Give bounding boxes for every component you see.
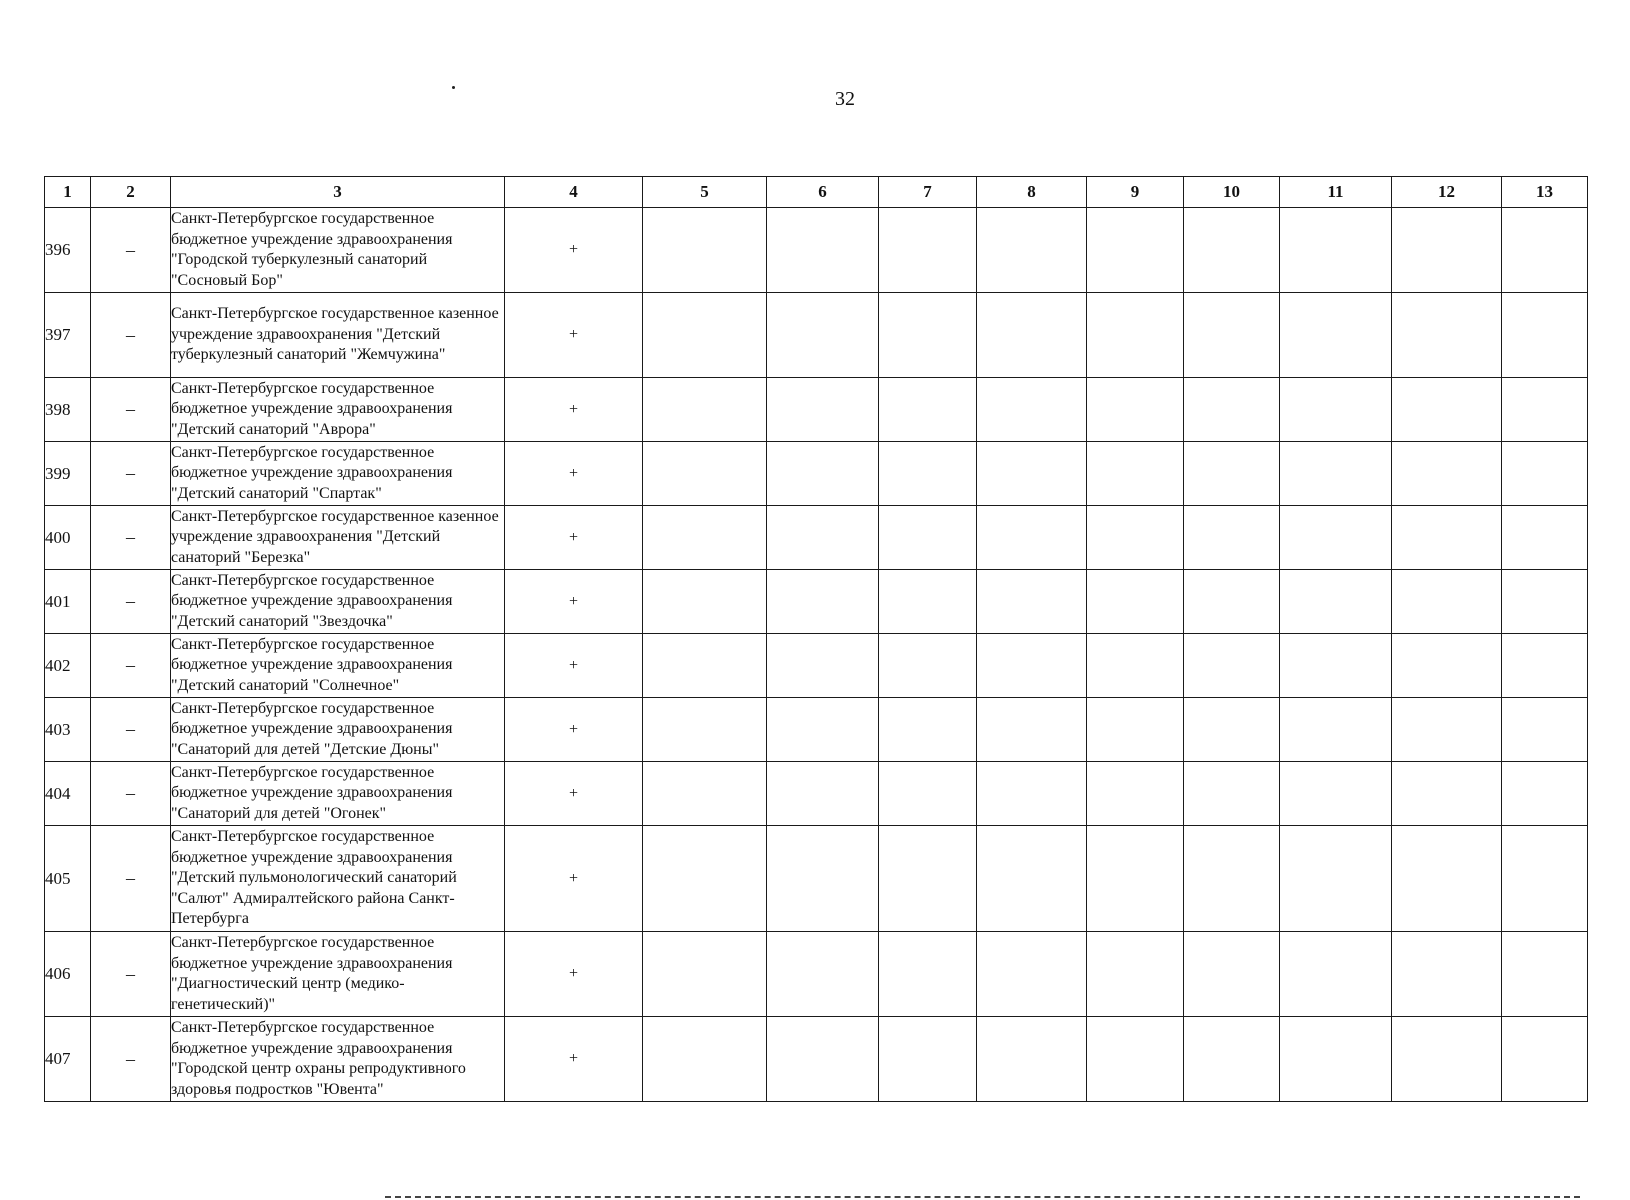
institution-name: Санкт-Петербургское государственное казенное учреждение здравоохранения "Детский туберкулезный санаторий "Жемчужина": [171, 293, 505, 378]
row-number: 397: [45, 293, 91, 378]
table-row: [45, 1017, 1588, 1102]
empty-cell-col-10: [1184, 378, 1280, 442]
empty-cell-col-13: [1502, 506, 1588, 570]
empty-cell-col-10: [1184, 442, 1280, 506]
empty-cell-col-11: [1280, 1017, 1392, 1102]
empty-cell-col-8: [977, 293, 1087, 378]
empty-cell-col-10: [1184, 1017, 1280, 1102]
row-mark: +: [505, 932, 643, 1017]
table-row: [45, 698, 1588, 762]
row-dash: –: [91, 208, 171, 293]
empty-cell-col-12: [1392, 293, 1502, 378]
empty-cell-col-12: [1392, 1017, 1502, 1102]
institution-name: Санкт-Петербургское государственное бюджетное учреждение здравоохранения "Детский санаторий "Солнечное": [171, 634, 505, 698]
column-header-4: 4: [505, 177, 643, 208]
column-header-7: 7: [879, 177, 977, 208]
row-number: 400: [45, 506, 91, 570]
empty-cell-col-10: [1184, 293, 1280, 378]
institution-name: Санкт-Петербургское государственное бюджетное учреждение здравоохранения "Детский санаторий "Аврора": [171, 378, 505, 442]
empty-cell-col-12: [1392, 378, 1502, 442]
table-row: [45, 442, 1588, 506]
empty-cell-col-8: [977, 1017, 1087, 1102]
row-dash: –: [91, 698, 171, 762]
empty-cell-col-12: [1392, 698, 1502, 762]
empty-cell-col-5: [643, 1017, 767, 1102]
row-dash: –: [91, 570, 171, 634]
institution-name: Санкт-Петербургское государственное бюджетное учреждение здравоохранения "Диагностический центр (медико-генетический)": [171, 932, 505, 1017]
empty-cell-col-11: [1280, 378, 1392, 442]
empty-cell-col-13: [1502, 932, 1588, 1017]
empty-cell-col-5: [643, 378, 767, 442]
empty-cell-col-7: [879, 932, 977, 1017]
row-number: 401: [45, 570, 91, 634]
column-header-6: 6: [767, 177, 879, 208]
scan-speck: [452, 86, 455, 89]
empty-cell-col-5: [643, 506, 767, 570]
column-header-8: 8: [977, 177, 1087, 208]
empty-cell-col-10: [1184, 634, 1280, 698]
empty-cell-col-8: [977, 442, 1087, 506]
empty-cell-col-9: [1087, 1017, 1184, 1102]
empty-cell-col-9: [1087, 570, 1184, 634]
row-mark: +: [505, 293, 643, 378]
empty-cell-col-12: [1392, 506, 1502, 570]
empty-cell-col-10: [1184, 570, 1280, 634]
empty-cell-col-10: [1184, 826, 1280, 932]
column-header-1: 1: [45, 177, 91, 208]
empty-cell-col-11: [1280, 698, 1392, 762]
row-number: 406: [45, 932, 91, 1017]
institution-name: Санкт-Петербургское государственное казенное учреждение здравоохранения "Детский санаторий "Березка": [171, 506, 505, 570]
institution-name: Санкт-Петербургское государственное бюджетное учреждение здравоохранения "Детский санаторий "Звездочка": [171, 570, 505, 634]
table-row: [45, 762, 1588, 826]
empty-cell-col-7: [879, 378, 977, 442]
row-dash: –: [91, 762, 171, 826]
row-number: 407: [45, 1017, 91, 1102]
empty-cell-col-13: [1502, 1017, 1588, 1102]
empty-cell-col-9: [1087, 634, 1184, 698]
empty-cell-col-5: [643, 826, 767, 932]
empty-cell-col-6: [767, 208, 879, 293]
empty-cell-col-6: [767, 442, 879, 506]
empty-cell-col-6: [767, 762, 879, 826]
row-dash: –: [91, 932, 171, 1017]
institution-name: Санкт-Петербургское государственное бюджетное учреждение здравоохранения "Санаторий для детей "Огонек": [171, 762, 505, 826]
empty-cell-col-8: [977, 762, 1087, 826]
row-mark: +: [505, 698, 643, 762]
row-number: 403: [45, 698, 91, 762]
empty-cell-col-13: [1502, 762, 1588, 826]
empty-cell-col-7: [879, 570, 977, 634]
table-row: [45, 506, 1588, 570]
empty-cell-col-13: [1502, 826, 1588, 932]
empty-cell-col-11: [1280, 442, 1392, 506]
empty-cell-col-7: [879, 762, 977, 826]
empty-cell-col-5: [643, 634, 767, 698]
empty-cell-col-5: [643, 293, 767, 378]
empty-cell-col-9: [1087, 506, 1184, 570]
empty-cell-col-13: [1502, 698, 1588, 762]
empty-cell-col-13: [1502, 570, 1588, 634]
empty-cell-col-9: [1087, 826, 1184, 932]
empty-cell-col-10: [1184, 506, 1280, 570]
row-mark: +: [505, 634, 643, 698]
column-header-13: 13: [1502, 177, 1588, 208]
empty-cell-col-10: [1184, 932, 1280, 1017]
empty-cell-col-11: [1280, 208, 1392, 293]
table-row: [45, 932, 1588, 1017]
institution-name: Санкт-Петербургское государственное бюджетное учреждение здравоохранения "Городской центр охраны репродуктивного здоровья подростков "Ювента": [171, 1017, 505, 1102]
row-mark: +: [505, 506, 643, 570]
empty-cell-col-5: [643, 442, 767, 506]
empty-cell-col-6: [767, 1017, 879, 1102]
empty-cell-col-12: [1392, 208, 1502, 293]
row-number: 399: [45, 442, 91, 506]
table-row: [45, 208, 1588, 293]
empty-cell-col-10: [1184, 698, 1280, 762]
empty-cell-col-9: [1087, 293, 1184, 378]
empty-cell-col-7: [879, 634, 977, 698]
empty-cell-col-7: [879, 826, 977, 932]
row-number: 402: [45, 634, 91, 698]
empty-cell-col-11: [1280, 634, 1392, 698]
empty-cell-col-9: [1087, 762, 1184, 826]
table-row: [45, 293, 1588, 378]
empty-cell-col-13: [1502, 378, 1588, 442]
empty-cell-col-6: [767, 932, 879, 1017]
empty-cell-col-9: [1087, 932, 1184, 1017]
empty-cell-col-5: [643, 698, 767, 762]
empty-cell-col-7: [879, 293, 977, 378]
column-header-5: 5: [643, 177, 767, 208]
empty-cell-col-7: [879, 208, 977, 293]
row-dash: –: [91, 293, 171, 378]
empty-cell-col-12: [1392, 826, 1502, 932]
empty-cell-col-7: [879, 442, 977, 506]
column-header-2: 2: [91, 177, 171, 208]
empty-cell-col-8: [977, 378, 1087, 442]
institution-name: Санкт-Петербургское государственное бюджетное учреждение здравоохранения "Санаторий для детей "Детские Дюны": [171, 698, 505, 762]
row-dash: –: [91, 378, 171, 442]
column-header-11: 11: [1280, 177, 1392, 208]
empty-cell-col-9: [1087, 442, 1184, 506]
table-row: [45, 570, 1588, 634]
empty-cell-col-11: [1280, 570, 1392, 634]
row-mark: +: [505, 826, 643, 932]
table-row: [45, 378, 1588, 442]
institution-name: Санкт-Петербургское государственное бюджетное учреждение здравоохранения "Детский санаторий "Спартак": [171, 442, 505, 506]
row-number: 396: [45, 208, 91, 293]
empty-cell-col-13: [1502, 634, 1588, 698]
empty-cell-col-11: [1280, 762, 1392, 826]
empty-cell-col-6: [767, 570, 879, 634]
empty-cell-col-8: [977, 932, 1087, 1017]
empty-cell-col-6: [767, 506, 879, 570]
row-dash: –: [91, 442, 171, 506]
empty-cell-col-6: [767, 293, 879, 378]
empty-cell-col-13: [1502, 208, 1588, 293]
empty-cell-col-5: [643, 208, 767, 293]
row-mark: +: [505, 570, 643, 634]
empty-cell-col-8: [977, 826, 1087, 932]
empty-cell-col-5: [643, 570, 767, 634]
empty-cell-col-11: [1280, 932, 1392, 1017]
empty-cell-col-7: [879, 1017, 977, 1102]
register-table: [44, 176, 1588, 1102]
empty-cell-col-12: [1392, 570, 1502, 634]
empty-cell-col-10: [1184, 762, 1280, 826]
empty-cell-col-8: [977, 208, 1087, 293]
empty-cell-col-12: [1392, 442, 1502, 506]
table-body: [45, 208, 1588, 1102]
row-mark: +: [505, 208, 643, 293]
institution-name: Санкт-Петербургское государственное бюджетное учреждение здравоохранения "Городской туберкулезный санаторий "Сосновый Бор": [171, 208, 505, 293]
empty-cell-col-7: [879, 506, 977, 570]
empty-cell-col-5: [643, 932, 767, 1017]
column-header-12: 12: [1392, 177, 1502, 208]
empty-cell-col-9: [1087, 208, 1184, 293]
empty-cell-col-6: [767, 698, 879, 762]
page-number: 32: [835, 88, 855, 110]
empty-cell-col-8: [977, 634, 1087, 698]
row-dash: –: [91, 506, 171, 570]
empty-cell-col-8: [977, 506, 1087, 570]
empty-cell-col-12: [1392, 932, 1502, 1017]
row-mark: +: [505, 1017, 643, 1102]
bottom-rule: [385, 1196, 1580, 1198]
empty-cell-col-8: [977, 698, 1087, 762]
row-mark: +: [505, 762, 643, 826]
header-row: [45, 177, 1588, 208]
row-number: 405: [45, 826, 91, 932]
row-dash: –: [91, 1017, 171, 1102]
empty-cell-col-5: [643, 762, 767, 826]
row-dash: –: [91, 634, 171, 698]
row-mark: +: [505, 442, 643, 506]
column-header-10: 10: [1184, 177, 1280, 208]
empty-cell-col-9: [1087, 378, 1184, 442]
table-row: [45, 826, 1588, 932]
empty-cell-col-11: [1280, 826, 1392, 932]
empty-cell-col-8: [977, 570, 1087, 634]
row-number: 398: [45, 378, 91, 442]
empty-cell-col-6: [767, 378, 879, 442]
empty-cell-col-12: [1392, 762, 1502, 826]
empty-cell-col-10: [1184, 208, 1280, 293]
empty-cell-col-6: [767, 826, 879, 932]
row-number: 404: [45, 762, 91, 826]
column-header-3: 3: [171, 177, 505, 208]
empty-cell-col-13: [1502, 442, 1588, 506]
column-header-9: 9: [1087, 177, 1184, 208]
empty-cell-col-13: [1502, 293, 1588, 378]
row-dash: –: [91, 826, 171, 932]
table-row: [45, 634, 1588, 698]
empty-cell-col-11: [1280, 506, 1392, 570]
empty-cell-col-12: [1392, 634, 1502, 698]
empty-cell-col-9: [1087, 698, 1184, 762]
empty-cell-col-6: [767, 634, 879, 698]
empty-cell-col-11: [1280, 293, 1392, 378]
empty-cell-col-7: [879, 698, 977, 762]
row-mark: +: [505, 378, 643, 442]
institution-name: Санкт-Петербургское государственное бюджетное учреждение здравоохранения "Детский пульмонологический санаторий "Салют" Адмиралтейского района Санкт-Петербурга: [171, 826, 505, 932]
